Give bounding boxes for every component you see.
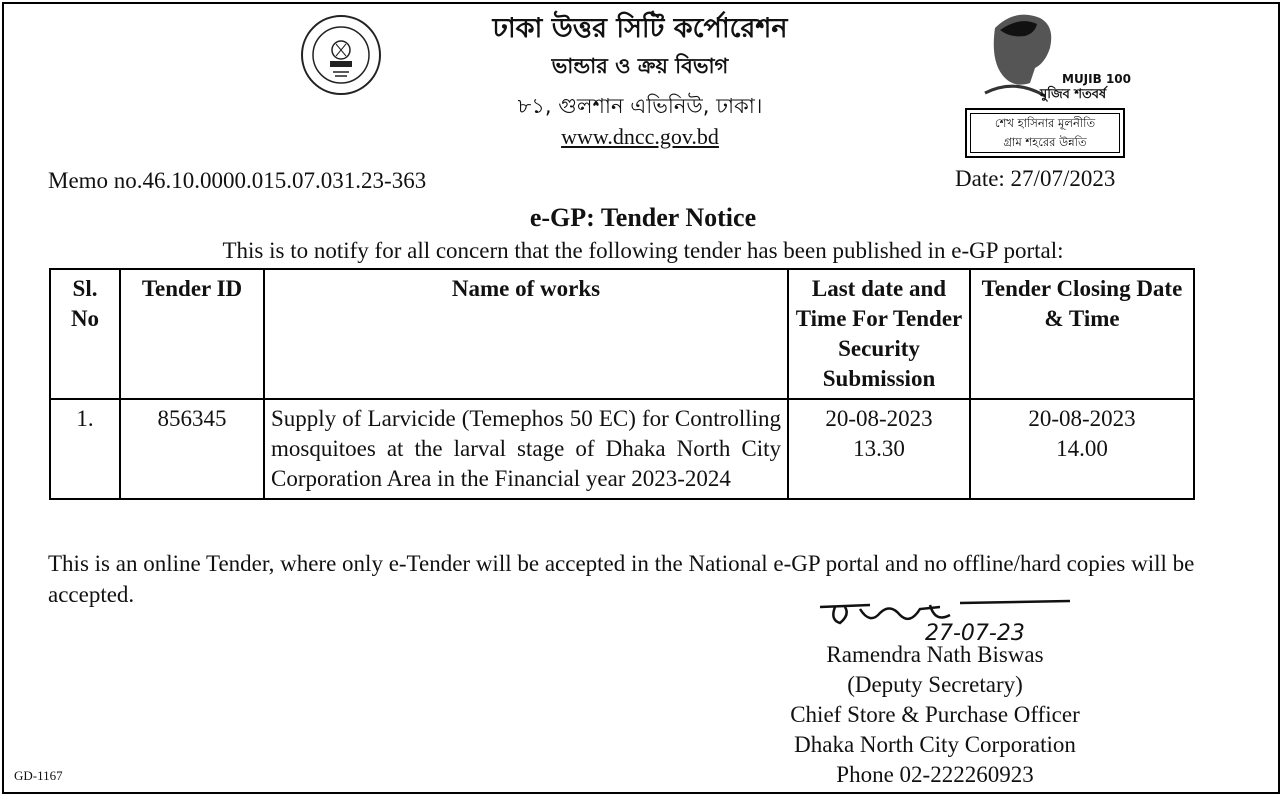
- slogan-line-2: গ্রাম শহরের উন্নতি: [1003, 135, 1087, 149]
- slogan-line-1: শেখ হাসিনার মূলনীতি: [994, 116, 1096, 130]
- header-name-of-works: Name of works: [264, 269, 788, 399]
- org-name: ঢাকা উত্তর সিটি কর্পোরেশন: [492, 13, 788, 44]
- footer-note: This is an online Tender, where only e-Tender will be accepted in the National e-GP portal and no offline/hard copies will be accepted.: [48, 551, 1195, 607]
- signer-phone: Phone 02-222260923: [836, 762, 1034, 787]
- slogan-box: [965, 108, 1125, 158]
- handwritten-signature: [810, 595, 1080, 645]
- closing-date: 20-08-2023: [1028, 406, 1136, 431]
- memo-number: Memo no.46.10.0000.015.07.031.23-363: [48, 168, 427, 193]
- memo-date: Date: 27/07/2023: [955, 166, 1116, 191]
- tender-table: [49, 268, 1195, 500]
- closing-time: 14.00: [1056, 436, 1108, 461]
- table-header-row: [50, 269, 1194, 399]
- header-tender-id: Tender ID: [120, 269, 264, 399]
- mujib-100-text: MUJIB 100: [1062, 72, 1131, 86]
- address: ৮১, গুলশান এভিনিউ, ঢাকা।: [517, 94, 763, 118]
- signer-office: Chief Store & Purchase Officer: [790, 702, 1080, 727]
- signature-block: [740, 640, 1130, 790]
- cell-name-of-works: Supply of Larvicide (Temephos 50 EC) for Controlling mosquitoes at the larval stage of Dhaka North City Corporation Area in the Financial year 2023-2024: [264, 399, 788, 499]
- signer-designation: (Deputy Secretary): [847, 672, 1023, 697]
- signer-organization: Dhaka North City Corporation: [794, 732, 1076, 757]
- cell-security-deadline: [788, 399, 970, 499]
- notice-title: e-GP: Tender Notice: [529, 203, 757, 232]
- cell-tender-id: 856345: [120, 399, 264, 499]
- header-sl: Sl. No: [50, 269, 120, 399]
- cell-sl: 1.: [50, 399, 120, 499]
- department-name: ভান্ডার ও ক্রয় বিভাগ: [551, 54, 729, 78]
- gd-number: GD-1167: [14, 768, 63, 783]
- cell-closing-date: [970, 399, 1194, 499]
- dncc-seal-logo: [300, 14, 382, 96]
- mujib-bn-text: মুজিব শতবর্ষ: [1040, 87, 1107, 102]
- signer-name: Ramendra Nath Biswas: [826, 642, 1044, 667]
- security-time: 13.30: [853, 436, 905, 461]
- header-closing-date: Tender Closing Date & Time: [970, 269, 1194, 399]
- signature-date: 27-07-23: [925, 621, 1025, 645]
- intro-text: This is to notify for all concern that the following tender has been published in e-GP portal:: [222, 238, 1064, 263]
- website-link[interactable]: www.dncc.gov.bd: [561, 124, 719, 149]
- table-row: [50, 399, 1194, 499]
- header-security-deadline: Last date and Time For Tender Security Submission: [788, 269, 970, 399]
- security-date: 20-08-2023: [825, 406, 933, 431]
